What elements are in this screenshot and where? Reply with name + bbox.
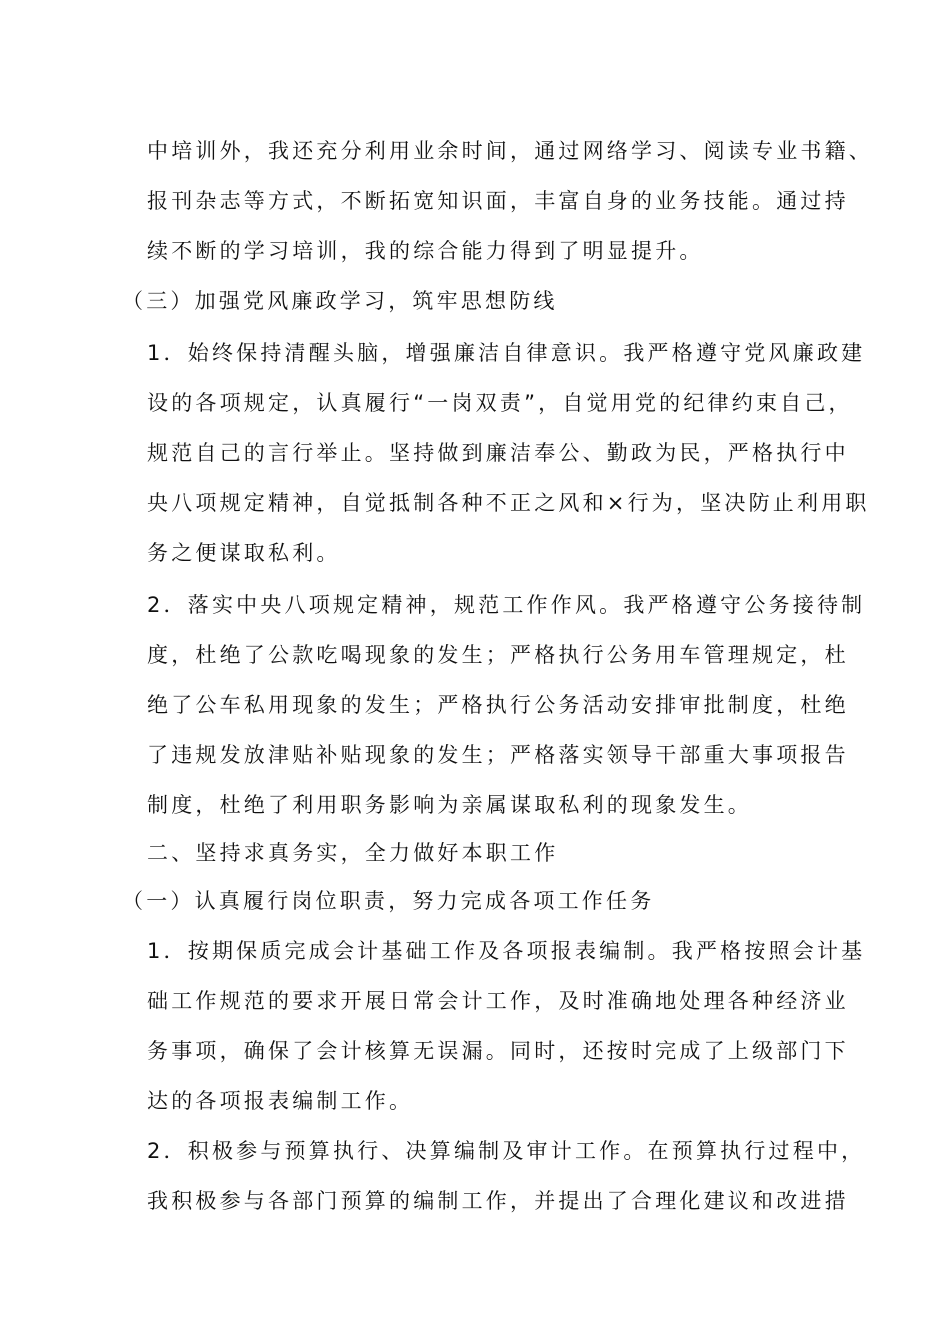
- text-line: 央八项规定精神，自觉抵制各种不正之风和×行为，坚决防止利用职: [147, 491, 870, 515]
- text-line: 度，杜绝了公款吃喝现象的发生；严格执行公务用车管理规定，杜: [147, 643, 849, 667]
- text-line: 础工作规范的要求开展日常会计工作，及时准确地处理各种经济业: [147, 989, 849, 1013]
- text-line: 绝了公车私用现象的发生；严格执行公务活动安排审批制度，杜绝: [147, 693, 849, 717]
- text-line: 规范自己的言行举止。坚持做到廉洁奉公、勤政为民，严格执行中: [147, 441, 849, 465]
- text-line: 1．始终保持清醒头脑，增强廉洁自律意识。我严格遵守党风廉政建: [147, 341, 866, 365]
- text-line: 务之便谋取私利。: [147, 541, 341, 565]
- text-line: 中培训外，我还充分利用业余时间，通过网络学习、阅读专业书籍、: [147, 139, 873, 163]
- chapter-heading: 二、坚持求真务实，全力做好本职工作: [147, 841, 559, 865]
- text-line: 务事项，确保了会计核算无误漏。同时，还按时完成了上级部门下: [147, 1039, 849, 1063]
- text-line: 2．落实中央八项规定精神，规范工作作风。我严格遵守公务接待制: [147, 593, 866, 617]
- text-line: 达的各项报表编制工作。: [147, 1089, 414, 1113]
- text-line: 2．积极参与预算执行、决算编制及审计工作。在预算执行过程中，: [147, 1139, 866, 1163]
- text-line: 续不断的学习培训，我的综合能力得到了明显提升。: [147, 239, 704, 263]
- text-line: 了违规发放津贴补贴现象的发生；严格落实领导干部重大事项报告: [147, 743, 849, 767]
- text-line: 设的各项规定，认真履行“一岗双责”，自觉用党的纪律约束自己，: [147, 391, 853, 415]
- text-line: 我积极参与各部门预算的编制工作，并提出了合理化建议和改进措: [147, 1189, 849, 1213]
- text-line: 1．按期保质完成会计基础工作及各项报表编制。我严格按照会计基: [147, 939, 866, 963]
- text-line: 制度，杜绝了利用职务影响为亲属谋取私利的现象发生。: [147, 793, 752, 817]
- text-line: 报刊杂志等方式，不断拓宽知识面，丰富自身的业务技能。通过持: [147, 189, 849, 213]
- section-heading: （一）认真履行岗位职责，努力完成各项工作任务: [122, 889, 655, 913]
- section-heading: （三）加强党风廉政学习，筑牢思想防线: [122, 289, 558, 313]
